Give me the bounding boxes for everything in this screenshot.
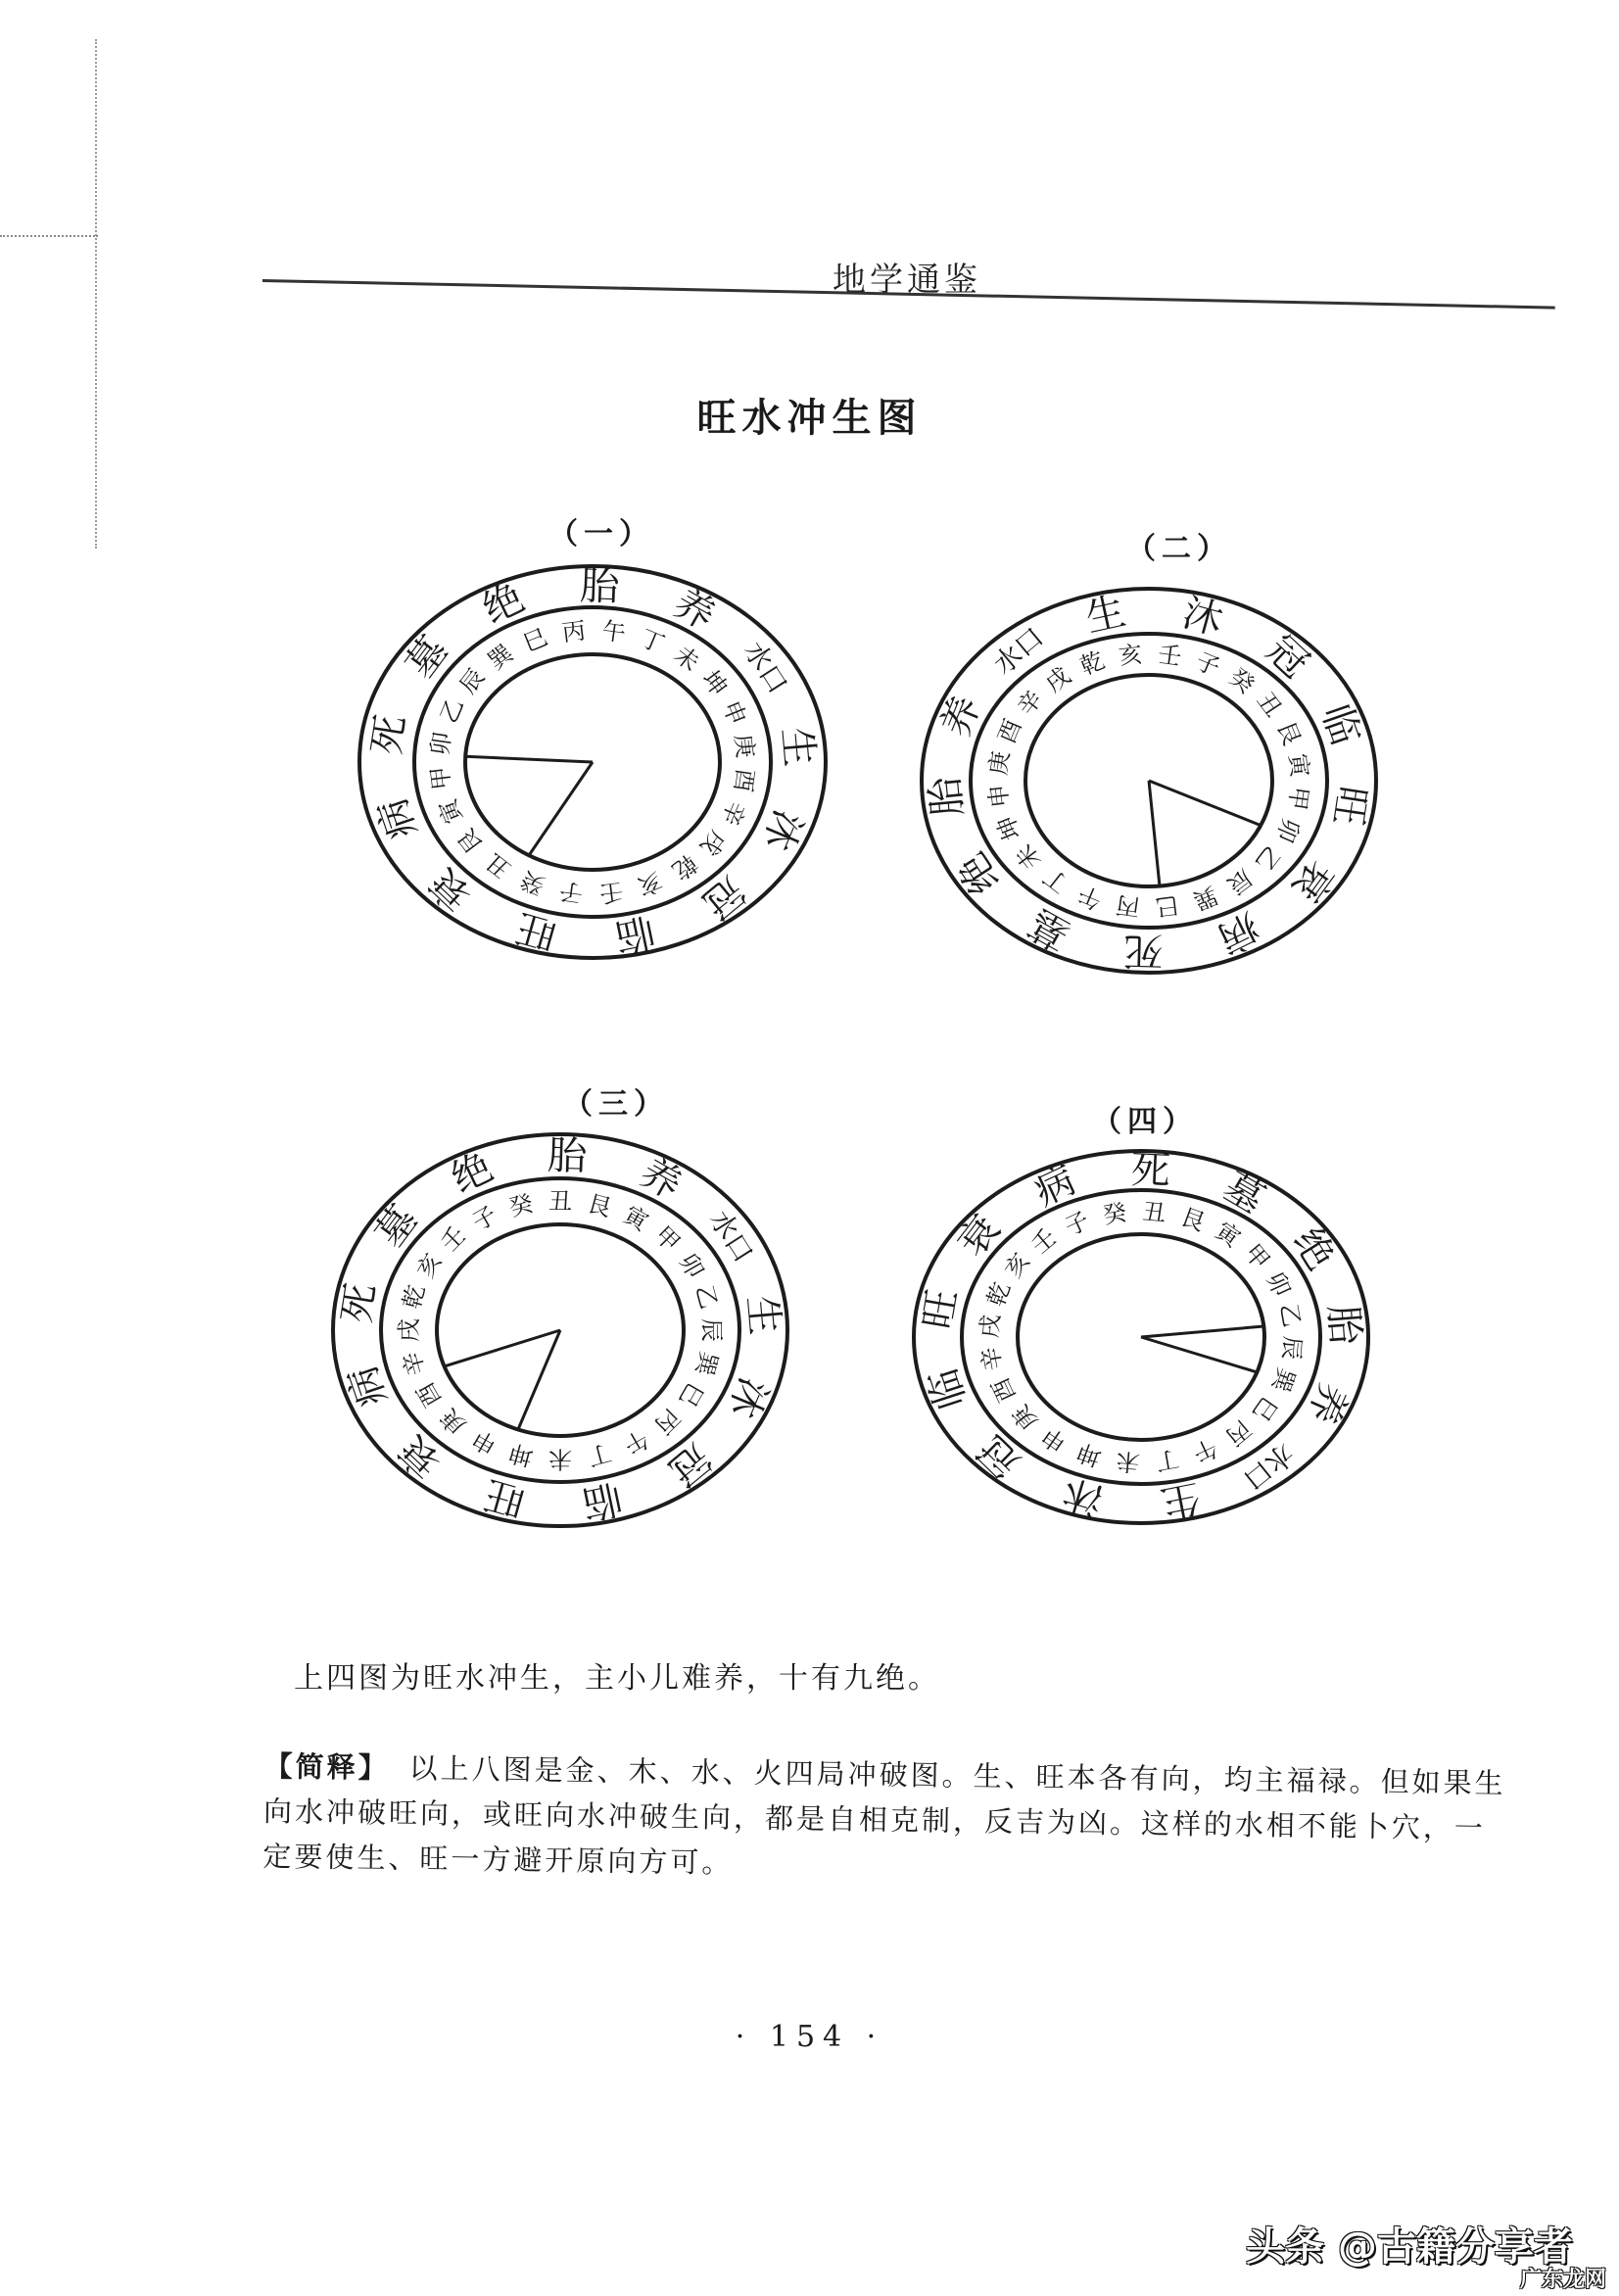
life-stage-label: 旺 [915, 1286, 967, 1333]
water-flow-ray-1 [1141, 1326, 1263, 1337]
direction-label: 乾 [398, 1281, 431, 1313]
life-stage-label: 胎 [547, 1132, 589, 1180]
direction-label: 巽 [690, 1348, 723, 1379]
scan-margin-dotted-line [95, 39, 100, 549]
life-stage-label: 水口 [1236, 1436, 1301, 1497]
life-stage-label: 沐 [1058, 1469, 1109, 1524]
water-flow-ray-1 [1149, 781, 1261, 826]
page-title: 旺水冲生图 [696, 396, 923, 441]
life-stage-label: 养 [633, 1149, 690, 1209]
direction-label: 酉 [411, 1377, 448, 1412]
direction-label: 申 [1036, 1421, 1072, 1458]
direction-label: 壬 [435, 1220, 472, 1258]
direction-label: 辰 [1221, 863, 1258, 900]
life-stage-label: 养 [666, 580, 723, 640]
life-stage-label: 临 [610, 907, 659, 960]
annotation-paragraph [262, 1744, 1508, 1896]
direction-label: 庚 [729, 733, 760, 760]
direction-label: 坤 [991, 811, 1026, 844]
direction-label: 丙 [560, 616, 588, 647]
direction-label: 辰 [697, 1318, 726, 1342]
direction-label: 卯 [1270, 813, 1306, 846]
direction-label: 卯 [673, 1248, 709, 1283]
watermark: 头条 @古籍分享者 [1246, 2224, 1573, 2270]
direction-label: 巽 [1265, 1363, 1301, 1396]
direction-label: 寅 [618, 1200, 653, 1237]
direction-label: 坤 [1073, 1437, 1106, 1472]
direction-label: 丙 [648, 1403, 686, 1440]
direction-label: 艮 [1271, 717, 1307, 750]
life-stage-label: 生 [738, 1293, 787, 1337]
life-stage-label: 水口 [986, 620, 1051, 682]
direction-label: 子 [1060, 1206, 1094, 1242]
direction-label: 辛 [976, 1344, 1008, 1373]
direction-label: 寅 [1210, 1217, 1246, 1253]
direction-label: 艮 [1176, 1202, 1209, 1237]
life-stage-label: 冠 [969, 1426, 1029, 1487]
direction-label: 丁 [584, 1438, 615, 1471]
direction-label: 乙 [1249, 840, 1286, 877]
direction-label: 辛 [716, 796, 751, 830]
water-flow-ray-2 [1149, 781, 1160, 886]
direction-label: 丑 [1251, 687, 1288, 723]
direction-label: 丁 [636, 624, 669, 659]
figure-label-3: （三） [563, 1087, 669, 1122]
life-stage-label: 衰 [1282, 851, 1343, 910]
direction-label: 艮 [584, 1189, 615, 1222]
direction-label: 癸 [1223, 662, 1260, 699]
life-stage-label: 墓 [367, 1197, 427, 1256]
direction-label: 丙 [1114, 890, 1142, 922]
life-stage-label: 临 [920, 1363, 976, 1414]
annotation-text: 以上八图是金、木、水、火四局冲破图。生、旺本各有向，均主福禄。但如果生向水冲破旺向，或旺向水冲破生向，都是自相克制，反吉为凶。这样的水相不能卜穴，一定要使生、旺一方避开原向方可。 [262, 1751, 1506, 1880]
direction-label: 艮 [452, 823, 489, 859]
direction-label: 申 [717, 696, 752, 730]
direction-label: 申 [983, 783, 1015, 810]
compass-diagram-3 [313, 1115, 807, 1550]
direction-label: 卯 [425, 730, 457, 758]
direction-label: 巳 [1154, 890, 1181, 922]
direction-label: 巳 [1247, 1391, 1283, 1426]
direction-label: 甲 [648, 1220, 686, 1258]
life-stage-label: 病 [369, 792, 426, 844]
summary-text: 上四图为旺水冲生，主小儿难养，十有九绝。 [294, 1661, 940, 1696]
direction-label: 壬 [597, 877, 625, 908]
life-stage-label: 衰 [390, 1426, 451, 1487]
direction-label: 庚 [435, 1403, 472, 1440]
life-stage-label: 墓 [1215, 1164, 1272, 1223]
direction-label: 辛 [1012, 685, 1049, 721]
life-stage-label: 死 [1122, 927, 1165, 974]
annotation-tag: 【简释】 [263, 1748, 390, 1785]
life-stage-label: 墓 [1022, 899, 1078, 958]
direction-label: 甲 [1238, 1238, 1275, 1275]
life-stage-label: 死 [1129, 1147, 1171, 1195]
direction-label: 未 [548, 1445, 572, 1473]
direction-label: 丁 [1038, 862, 1074, 899]
life-stage-label: 旺 [1324, 783, 1375, 829]
compass-diagram-2 [902, 569, 1396, 996]
life-stage-label: 绝 [949, 844, 1009, 902]
life-stage-label: 胎 [579, 563, 621, 610]
running-head: 地学通鉴 [833, 261, 981, 300]
life-stage-label: 冠 [660, 1434, 720, 1495]
life-stage-label: 生 [1157, 1474, 1205, 1527]
direction-label: 戌 [976, 1313, 1006, 1340]
direction-label: 子 [1191, 646, 1224, 682]
direction-label: 卯 [1261, 1268, 1296, 1301]
direction-label: 庚 [983, 749, 1016, 777]
direction-label: 亥 [411, 1248, 448, 1283]
life-stage-label: 绝 [445, 1144, 500, 1203]
direction-label: 坤 [696, 665, 733, 701]
direction-label: 酉 [992, 715, 1027, 748]
life-stage-label: 生 [1081, 589, 1130, 642]
direction-label: 亥 [1117, 640, 1144, 671]
life-stage-label: 绝 [1284, 1220, 1344, 1278]
watermark-site: 广东龙网 [1520, 2268, 1607, 2292]
direction-label: 癸 [1100, 1198, 1129, 1230]
direction-label: 甲 [425, 764, 456, 791]
compass-diagram-4 [894, 1131, 1388, 1547]
direction-label: 申 [467, 1423, 502, 1460]
direction-label: 巽 [483, 639, 519, 676]
water-flow-ray-2 [518, 1330, 560, 1429]
direction-label: 戌 [694, 825, 732, 861]
direction-label: 壬 [1025, 1222, 1062, 1260]
water-flow-ray-1 [445, 1330, 560, 1366]
direction-label: 巳 [673, 1377, 709, 1412]
direction-label: 子 [557, 877, 586, 908]
direction-label: 辰 [453, 663, 491, 699]
figure-label-4: （四） [1092, 1105, 1198, 1139]
direction-label: 子 [467, 1200, 502, 1237]
life-stage-label: 墓 [398, 628, 457, 688]
life-stage-label: 临 [578, 1474, 626, 1527]
life-stage-label: 水口 [737, 636, 794, 700]
life-stage-label: 旺 [479, 1470, 530, 1525]
direction-label: 丑 [1141, 1197, 1167, 1227]
direction-label: 未 [1115, 1447, 1141, 1477]
life-stage-label: 衰 [421, 859, 481, 920]
direction-label: 亥 [999, 1248, 1035, 1283]
direction-label: 丙 [1220, 1414, 1257, 1452]
direction-label: 坤 [505, 1438, 537, 1471]
direction-label: 乾 [981, 1278, 1017, 1311]
water-flow-ray-2 [1141, 1337, 1257, 1372]
life-stage-label: 水口 [702, 1204, 760, 1268]
direction-label: 辰 [1276, 1334, 1307, 1362]
life-stage-label: 生 [773, 725, 822, 769]
direction-label: 午 [1073, 880, 1107, 915]
direction-label: 丑 [548, 1187, 572, 1216]
life-stage-label: 胎 [1319, 1303, 1368, 1347]
direction-label: 丑 [480, 847, 517, 885]
life-stage-label: 死 [334, 1280, 385, 1326]
life-stage-label: 冠 [693, 867, 753, 928]
compass-diagram-1 [340, 547, 845, 981]
life-stage-label: 冠 [1258, 627, 1317, 688]
direction-label: 戌 [395, 1318, 423, 1342]
direction-label: 癸 [505, 1189, 537, 1222]
scan-margin-dash [0, 235, 98, 237]
life-stage-label: 旺 [511, 903, 562, 958]
direction-label: 甲 [1282, 785, 1314, 812]
direction-label: 午 [599, 616, 628, 647]
page-number: · 154 · [735, 2020, 884, 2054]
life-stage-label: 沐 [719, 1370, 777, 1425]
life-stage-label: 沐 [753, 802, 811, 857]
figure-label-2: （二） [1126, 532, 1232, 566]
direction-label: 戌 [1040, 661, 1076, 698]
life-stage-label: 病 [1211, 903, 1266, 962]
direction-label: 酉 [986, 1373, 1022, 1407]
direction-label: 乙 [690, 1281, 723, 1313]
direction-label: 庚 [1007, 1399, 1044, 1436]
direction-label: 寅 [433, 794, 468, 828]
direction-label: 巳 [519, 623, 551, 658]
direction-label: 辛 [398, 1348, 431, 1379]
water-flow-ray-1 [465, 756, 593, 762]
life-stage-label: 沐 [1177, 590, 1228, 645]
direction-label: 酉 [728, 766, 760, 794]
water-flow-ray-2 [529, 762, 593, 855]
life-stage-label: 病 [340, 1360, 396, 1412]
life-stage-label: 养 [1299, 1376, 1357, 1431]
direction-label: 午 [1188, 1432, 1222, 1468]
direction-label: 乾 [666, 848, 702, 885]
life-stage-label: 临 [1312, 698, 1368, 751]
life-stage-label: 胎 [923, 775, 972, 819]
life-stage-label: 绝 [475, 575, 531, 634]
life-stage-label: 病 [1027, 1157, 1083, 1216]
figure-label-1: （一） [548, 517, 654, 551]
direction-label: 乾 [1075, 646, 1109, 681]
direction-label: 巽 [1189, 881, 1222, 916]
direction-label: 亥 [634, 866, 666, 901]
direction-label: 午 [618, 1423, 653, 1460]
direction-label: 乙 [1274, 1301, 1307, 1330]
direction-label: 未 [1010, 838, 1047, 875]
direction-label: 癸 [516, 865, 549, 900]
direction-label: 丁 [1153, 1444, 1182, 1476]
direction-label: 未 [668, 640, 705, 677]
direction-label: 寅 [1283, 751, 1314, 779]
life-stage-label: 养 [932, 690, 990, 743]
life-stage-label: 死 [363, 711, 415, 758]
direction-label: 乙 [434, 694, 469, 728]
direction-label: 壬 [1156, 640, 1184, 671]
life-stage-label: 衰 [949, 1207, 1010, 1266]
